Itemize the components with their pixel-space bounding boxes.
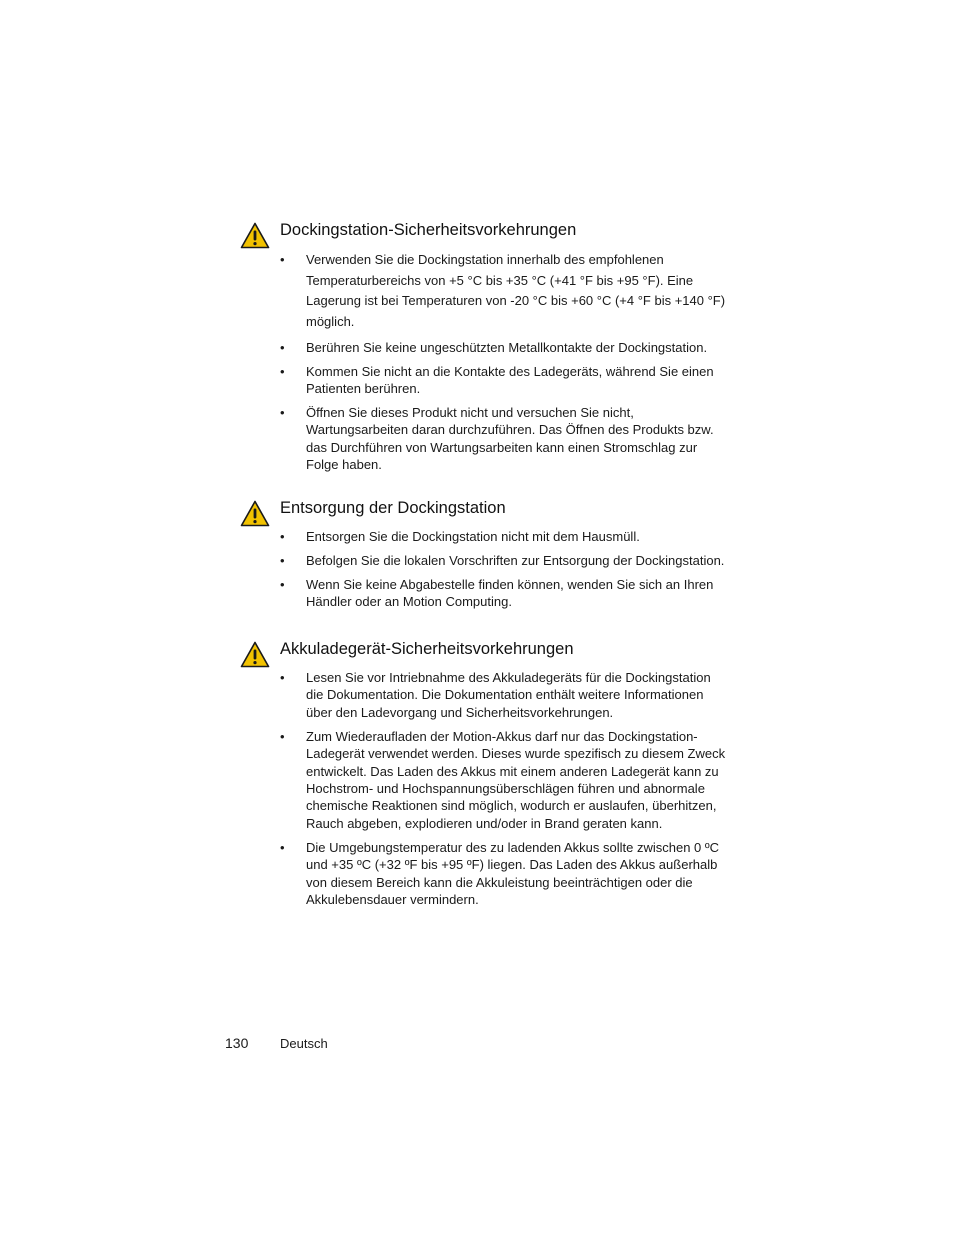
section-header: [240, 220, 740, 250]
section-docking-disposal: [240, 498, 740, 617]
list-item: • Verwenden Sie die Dockingstation innerhalb des empfohlenen Temperaturbereichs von +5 °C bis +35 °C (+41 °F bis +95 °F). Eine Lagerung ist bei Temperaturen von -20 °C bis +60 °C (+4 °F bis +140 °F) möglich.: [280, 250, 730, 332]
warning-icon: [240, 641, 270, 668]
section-charger-safety: [240, 639, 740, 915]
footer-language: Deutsch: [280, 1036, 328, 1051]
list-item: • Wenn Sie keine Abgabestelle finden können, wenden Sie sich an Ihren Händler oder an Motion Computing.: [280, 576, 730, 611]
list-item: • Entsorgen Sie die Dockingstation nicht mit dem Hausmüll.: [280, 528, 730, 545]
list-item: • Berühren Sie keine ungeschützten Metallkontakte der Dockingstation.: [280, 339, 730, 356]
section-header: [240, 639, 740, 669]
list-item: • Zum Wiederaufladen der Motion-Akkus darf nur das Dockingstation-Ladegerät verwendet werden. Dieses wurde spezifisch zu diesem Zweck entwickelt. Das Laden des Akkus mit einem anderen Ladegerät kann zu Hochstrom- und Hochspannungsüberschlägen führen und abnormale chemische Reaktionen sind möglich, wodurch er auslaufen, überhitzen, Rauch abgeben, explodieren und/oder in Brand geraten kann.: [280, 728, 730, 832]
section-docking-safety: [240, 220, 740, 480]
bullet-list: [280, 669, 730, 908]
list-item: • Die Umgebungstemperatur des zu ladenden Akkus sollte zwischen 0 ºC und +35 ºC (+32 ºF bis +95 ºF) liegen. Das Laden des Akkus außerhalb von diesem Bereich kann die Akkuleistung beeinträchtigen oder die Akkulebensdauer vermindern.: [280, 839, 730, 909]
list-item: • Befolgen Sie die lokalen Vorschriften zur Entsorgung der Dockingstation.: [280, 552, 730, 569]
section-title: Dockingstation-Sicherheitsvorkehrungen: [280, 221, 577, 239]
warning-icon: [240, 222, 270, 249]
bullet-list: [280, 250, 730, 474]
warning-icon: [240, 500, 270, 527]
list-item: • Lesen Sie vor Intriebnahme des Akkuladegeräts für die Dockingstation die Dokumentation. Die Dokumentation enthält weitere Informationen über den Ladevorgang und Sicherheitsvorkehrungen.: [280, 669, 730, 721]
list-item: • Kommen Sie nicht an die Kontakte des Ladegeräts, während Sie einen Patienten berühren.: [280, 363, 730, 398]
bullet-list: [280, 528, 730, 611]
section-header: [240, 498, 740, 528]
page-number: 130: [225, 1035, 249, 1051]
section-title: Entsorgung der Dockingstation: [280, 499, 506, 517]
section-title: Akkuladegerät-Sicherheitsvorkehrungen: [280, 640, 574, 658]
list-item: • Öffnen Sie dieses Produkt nicht und versuchen Sie nicht, Wartungsarbeiten daran durchzuführen. Das Öffnen des Produkts bzw. das Durchführen von Wartungsarbeiten kann einen Stromschlag zur Folge haben.: [280, 404, 730, 474]
